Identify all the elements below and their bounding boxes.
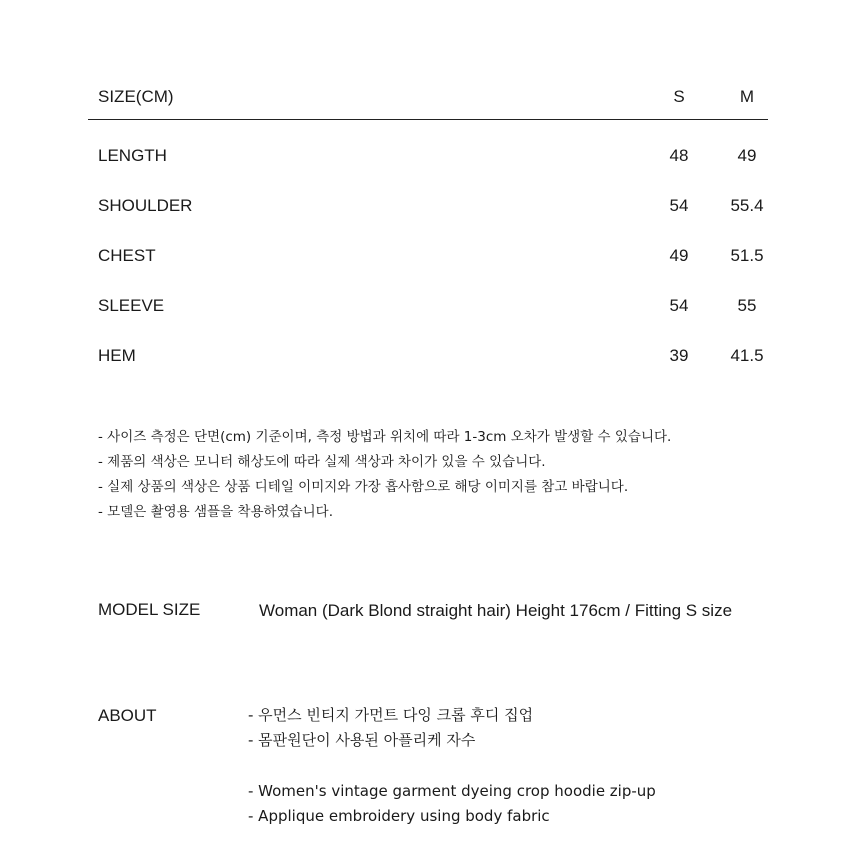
table-row xyxy=(0,245,856,267)
about-item: - Applique embroidery using body fabric xyxy=(248,807,550,825)
size-m-value: 41.5 xyxy=(730,346,764,365)
about-item: - 우먼스 빈티지 가먼트 다잉 크롭 후디 집업 xyxy=(248,706,534,724)
measurement-label: SHOULDER xyxy=(98,196,193,215)
note-line: - 실제 상품의 색상은 상품 디테일 이미지와 가장 흡사함으로 해당 이미지를 참고 바랍니다. xyxy=(98,479,629,495)
table-row xyxy=(0,195,856,217)
size-m-value: 51.5 xyxy=(730,246,764,265)
about-spacer xyxy=(248,753,656,779)
measurement-label: HEM xyxy=(98,346,136,365)
note-line: - 제품의 색상은 모니터 해상도에 따라 실제 색상과 차이가 있을 수 있습니다. xyxy=(98,454,546,470)
model-size-label: MODEL SIZE xyxy=(98,600,201,619)
size-m-value: 55.4 xyxy=(730,196,764,215)
about-list xyxy=(248,703,656,829)
measurement-notes xyxy=(98,425,671,525)
size-column-s-header: S xyxy=(673,87,685,106)
model-size-value: Woman (Dark Blond straight hair) Height 176cm / Fitting S size xyxy=(259,601,733,620)
size-s-value: 49 xyxy=(669,246,689,265)
measurement-label: CHEST xyxy=(98,246,156,265)
size-m-value: 55 xyxy=(737,296,757,315)
header-divider xyxy=(88,119,768,120)
size-s-value: 39 xyxy=(669,346,689,365)
about-item: - 몸판원단이 사용된 아플리케 자수 xyxy=(248,731,476,749)
measurement-label: LENGTH xyxy=(98,146,167,165)
note-line: - 모델은 촬영용 샘플을 착용하였습니다. xyxy=(98,504,333,520)
size-s-value: 54 xyxy=(669,296,689,315)
table-row xyxy=(0,345,856,367)
size-s-value: 48 xyxy=(669,146,689,165)
table-row xyxy=(0,145,856,167)
size-s-value: 54 xyxy=(669,196,689,215)
about-label: ABOUT xyxy=(98,706,157,725)
size-m-value: 49 xyxy=(737,146,757,165)
about-item: - Women's vintage garment dyeing crop hoodie zip-up xyxy=(248,782,656,800)
table-row xyxy=(0,295,856,317)
measurement-label: SLEEVE xyxy=(98,296,165,315)
size-column-m-header: M xyxy=(739,87,755,106)
note-line: - 사이즈 측정은 단면(cm) 기준이며, 측정 방법과 위치에 따라 1-3cm 오차가 발생할 수 있습니다. xyxy=(98,429,672,445)
size-table-header-label: SIZE(CM) xyxy=(98,87,174,106)
